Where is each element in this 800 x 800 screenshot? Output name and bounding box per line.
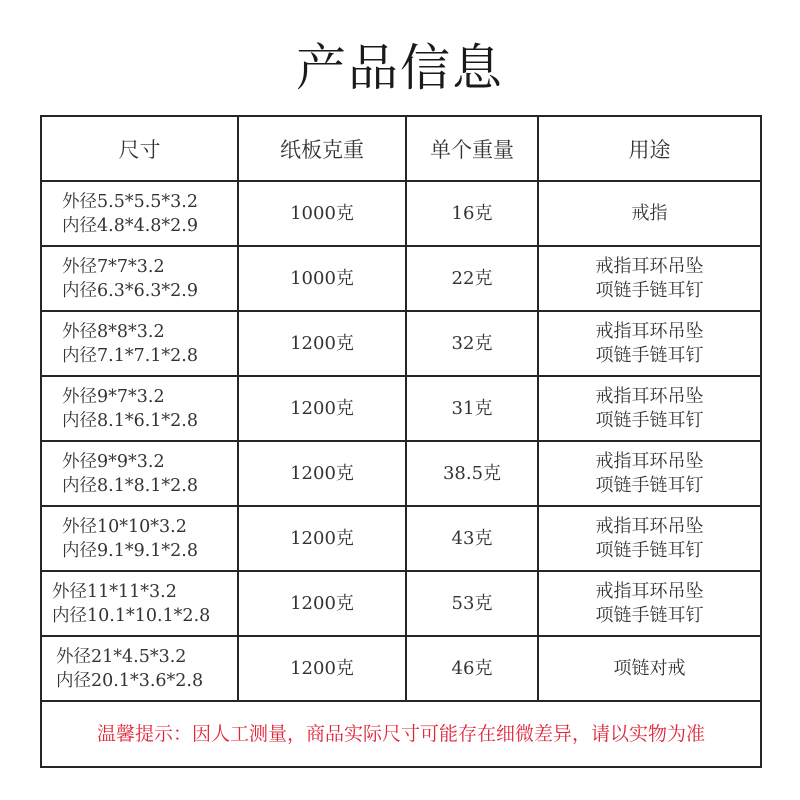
outer-size: 外径11*11*3.2 [52,581,177,602]
inner-size: 内径7.1*7.1*2.8 [62,345,198,366]
table-row [41,376,761,441]
table-row [41,181,761,246]
usage-line: 戒指耳环吊坠 [595,385,704,407]
size-cell [41,571,238,636]
page-title: 产品信息 [296,39,504,97]
usage-line: 戒指耳环吊坠 [595,450,704,472]
notice-row [41,701,761,767]
outer-size: 外径9*9*3.2 [62,451,165,472]
board-weight-cell: 1200克 [238,441,406,506]
unit-weight-cell: 43克 [406,506,538,571]
board-weight-cell: 1000克 [238,181,406,246]
usage-line: 戒指耳环吊坠 [595,320,704,342]
size-cell [41,376,238,441]
table-row [41,246,761,311]
outer-size: 外径10*10*3.2 [62,516,187,537]
usage-cell [538,181,761,246]
usage-line: 项链手链耳钉 [595,344,704,366]
usage-cell [538,571,761,636]
outer-size: 外径9*7*3.2 [62,386,165,407]
usage-line: 项链手链耳钉 [595,604,704,626]
usage-line: 项链手链耳钉 [595,474,704,496]
unit-weight-cell: 46克 [406,636,538,701]
outer-size: 外径8*8*3.2 [62,321,165,342]
inner-size: 内径9.1*9.1*2.8 [62,540,198,561]
outer-size: 外径5.5*5.5*3.2 [62,191,198,212]
header-size: 尺寸 [41,116,238,181]
header-usage: 用途 [538,116,761,181]
usage-cell [538,441,761,506]
inner-size: 内径20.1*3.6*2.8 [56,670,204,691]
unit-weight-cell: 22克 [406,246,538,311]
size-cell [41,636,238,701]
table-row [41,571,761,636]
table-row [41,441,761,506]
header-board-weight: 纸板克重 [238,116,406,181]
header-unit-weight: 单个重量 [406,116,538,181]
usage-line: 项链对戒 [613,657,686,679]
notice-text: 温馨提示：因人工测量，商品实际尺寸可能存在细微差异，请以实物为准 [41,701,761,767]
usage-cell [538,376,761,441]
table-row [41,311,761,376]
board-weight-cell: 1200克 [238,571,406,636]
outer-size: 外径7*7*3.2 [62,256,165,277]
inner-size: 内径4.8*4.8*2.9 [62,215,198,236]
usage-cell [538,311,761,376]
board-weight-cell: 1200克 [238,636,406,701]
usage-line: 项链手链耳钉 [595,539,704,561]
unit-weight-cell: 32克 [406,311,538,376]
usage-cell [538,636,761,701]
unit-weight-cell: 16克 [406,181,538,246]
outer-size: 外径21*4.5*3.2 [56,646,187,667]
usage-line: 戒指耳环吊坠 [595,580,704,602]
usage-line: 戒指 [631,202,668,224]
inner-size: 内径6.3*6.3*2.9 [62,280,198,301]
usage-line: 戒指耳环吊坠 [595,515,704,537]
size-cell [41,246,238,311]
product-info-table [40,115,762,768]
unit-weight-cell: 53克 [406,571,538,636]
size-cell [41,311,238,376]
board-weight-cell: 1200克 [238,506,406,571]
table-row [41,506,761,571]
table-header-row [41,116,761,181]
usage-cell [538,506,761,571]
usage-cell [538,246,761,311]
board-weight-cell: 1200克 [238,376,406,441]
inner-size: 内径8.1*6.1*2.8 [62,410,198,431]
unit-weight-cell: 31克 [406,376,538,441]
size-cell [41,441,238,506]
size-cell [41,506,238,571]
inner-size: 内径8.1*8.1*2.8 [62,475,198,496]
table-row [41,636,761,701]
unit-weight-cell: 38.5克 [406,441,538,506]
board-weight-cell: 1200克 [238,311,406,376]
size-cell [41,181,238,246]
inner-size: 内径10.1*10.1*2.8 [52,605,211,626]
usage-line: 项链手链耳钉 [595,409,704,431]
board-weight-cell: 1000克 [238,246,406,311]
usage-line: 戒指耳环吊坠 [595,255,704,277]
usage-line: 项链手链耳钉 [595,279,704,301]
